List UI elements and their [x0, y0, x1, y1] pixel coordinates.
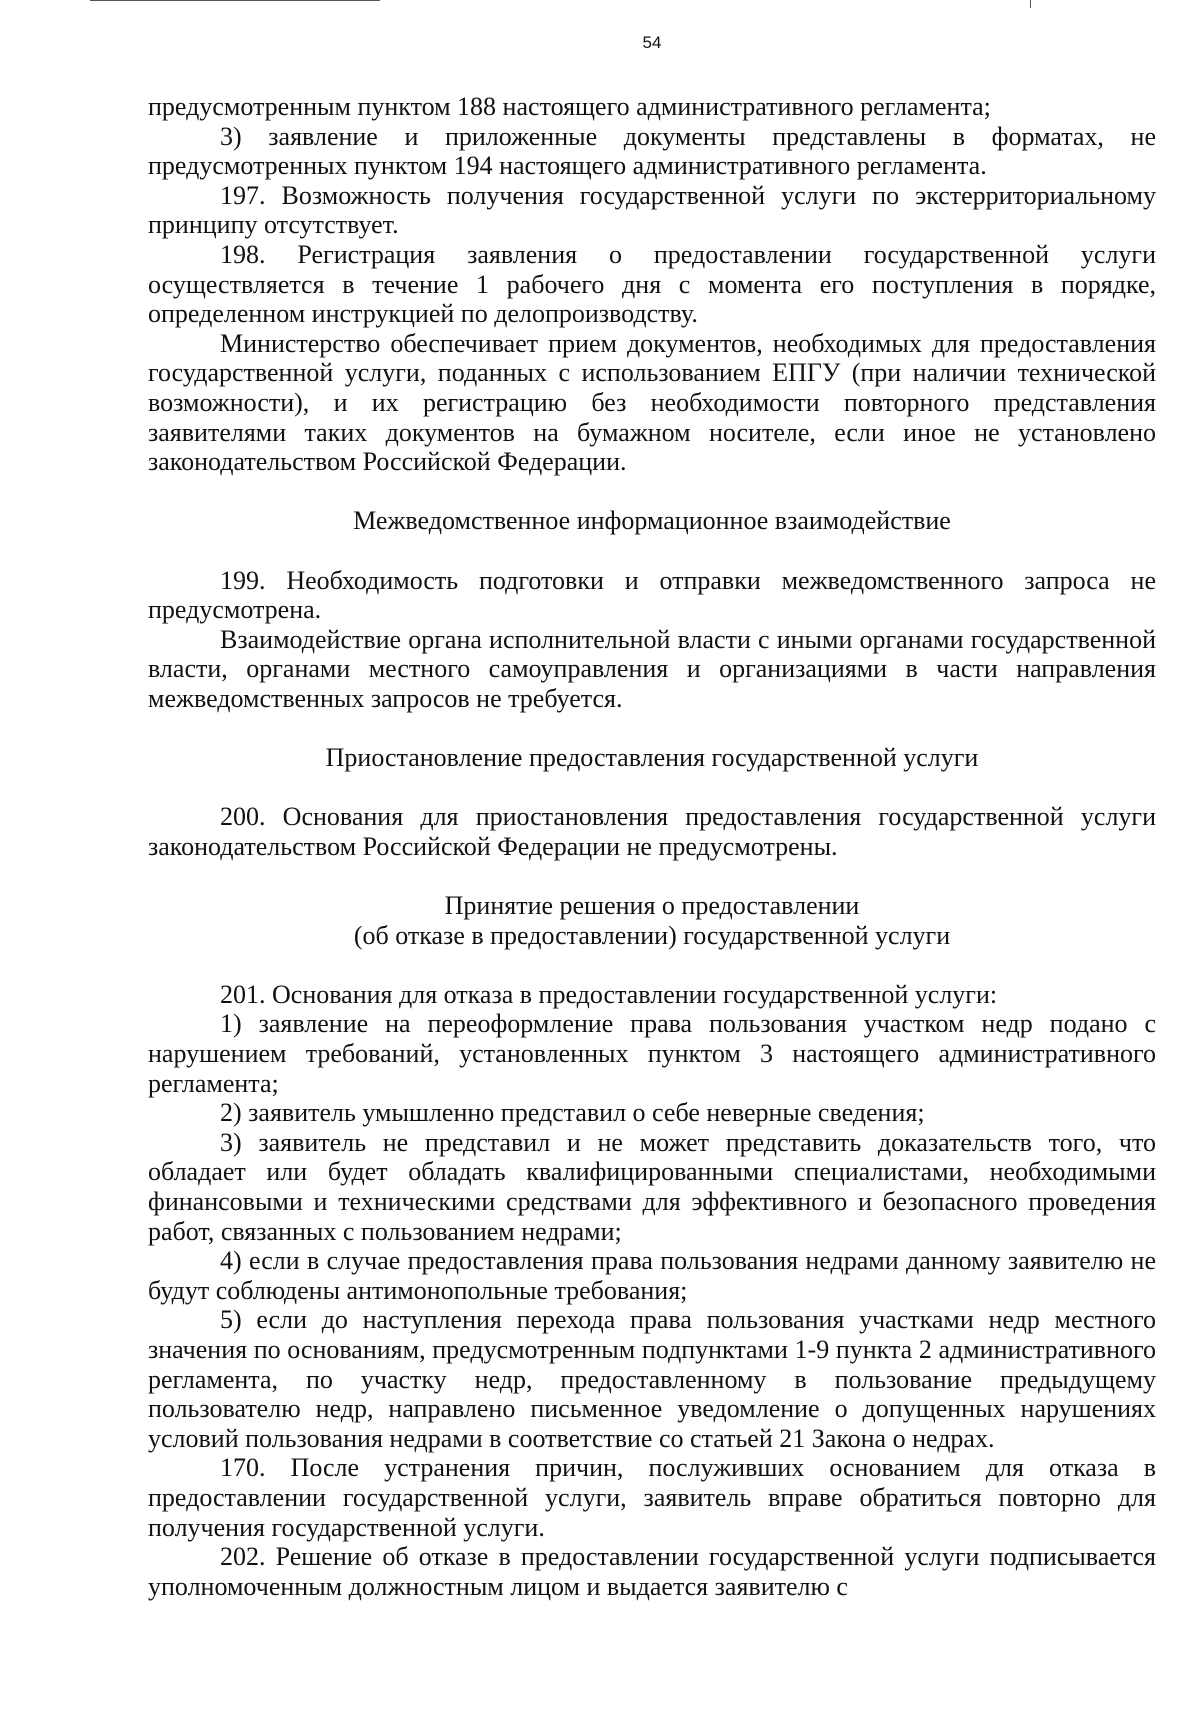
section-refusal: [148, 980, 1156, 1601]
section-interagency: [148, 566, 1156, 714]
section-heading: [148, 891, 1156, 950]
section-heading: [148, 743, 1156, 773]
section-heading: [148, 506, 1156, 536]
list-item: 3) заявитель не представил и не может представить доказательств того, что обладает или будет обладать квалифицированными специалистами, необходимыми финансовыми и техническими средствами для эффективного и безопасного проведения работ, связанных с пользованием недрами;: [148, 1127, 1156, 1246]
paragraph: Взаимодействие органа исполнительной власти с иными органами государственной власти, органами местного самоуправления и организациями в части направления межведомственных запросов не требуется.: [148, 624, 1156, 713]
paragraph: 198. Регистрация заявления о предоставлении государственной услуги осуществляется в течение 1 рабочего дня с момента его поступления в порядке, определенном инструкцией по делопроизводству.: [148, 239, 1156, 329]
paragraph: 201. Основания для отказа в предоставлении государственной услуги:: [220, 979, 998, 1009]
paragraph: 3) заявление и приложенные документы представлены в форматах, не предусмотренных пунктом 194 настоящего административного регламента.: [148, 121, 1156, 181]
list-item: 2) заявитель умышленно представил о себе неверные сведения;: [220, 1098, 925, 1128]
document-page: [148, 30, 1156, 1601]
page-number: 54: [642, 33, 662, 52]
list-item: 5) если до наступления перехода права пользования участками недр местного значения по основаниям, предусмотренным подпунктами 1-9 пункта 2 административного регламента, по участку недр, предоставленному в пользование предыдущему пользователю недр, направлено письменное уведомление о допущенных нарушениях условий пользования недрами в соответствие со статьей 21 Закона о недрах.: [148, 1305, 1156, 1453]
section-heading-text: Межведомственное информационное взаимодействие: [353, 506, 951, 536]
section-heading-text: Принятие решения о предоставлении: [444, 891, 860, 921]
paragraph: предусмотренным пунктом 188 настоящего административного регламента;: [148, 92, 991, 121]
paragraph: 199. Необходимость подготовки и отправки межведомственного запроса не предусмотрена.: [148, 565, 1156, 625]
section-heading-text: (об отказе в предоставлении) государственной услуги: [353, 920, 951, 950]
paragraph: 200. Основания для приостановления предоставления государственной услуги законодательством Российской Федерации не предусмотрены.: [148, 802, 1156, 861]
scan-edge-mark: [90, 0, 380, 1]
section-registration: [148, 92, 1156, 477]
paragraph: 170. После устранения причин, послуживших основанием для отказа в предоставлении государственной услуги, заявитель вправе обратиться повторно для получения государственной услуги.: [148, 1453, 1156, 1542]
paragraph: Министерство обеспечивает прием документов, необходимых для предоставления государственной услуги, поданных с использованием ЕПГУ (при наличии технической возможности), и их регистрацию без необходимости повторного представления заявителями таких документов на бумажном носителе, если иное не установлено законодательством Российской Федерации.: [148, 328, 1156, 477]
paragraph: 202. Решение об отказе в предоставлении государственной услуги подписывается уполномоченным должностным лицом и выдается заявителю с: [148, 1542, 1156, 1601]
list-item: 4) если в случае предоставления права пользования недрами данному заявителю не будут соблюдены антимонопольные требования;: [148, 1246, 1156, 1305]
section-suspension: [148, 802, 1156, 861]
section-heading-text: Приостановление предоставления государственной услуги: [325, 743, 979, 773]
scan-edge-mark: [1030, 0, 1031, 8]
paragraph: 197. Возможность получения государственной услуги по экстерриториальному принципу отсутствует.: [148, 180, 1156, 240]
document-body: [148, 92, 1156, 1601]
list-item: 1) заявление на переоформление права пользования участком недр подано с нарушением требований, установленных пунктом 3 настоящего административного регламента;: [148, 1009, 1156, 1098]
